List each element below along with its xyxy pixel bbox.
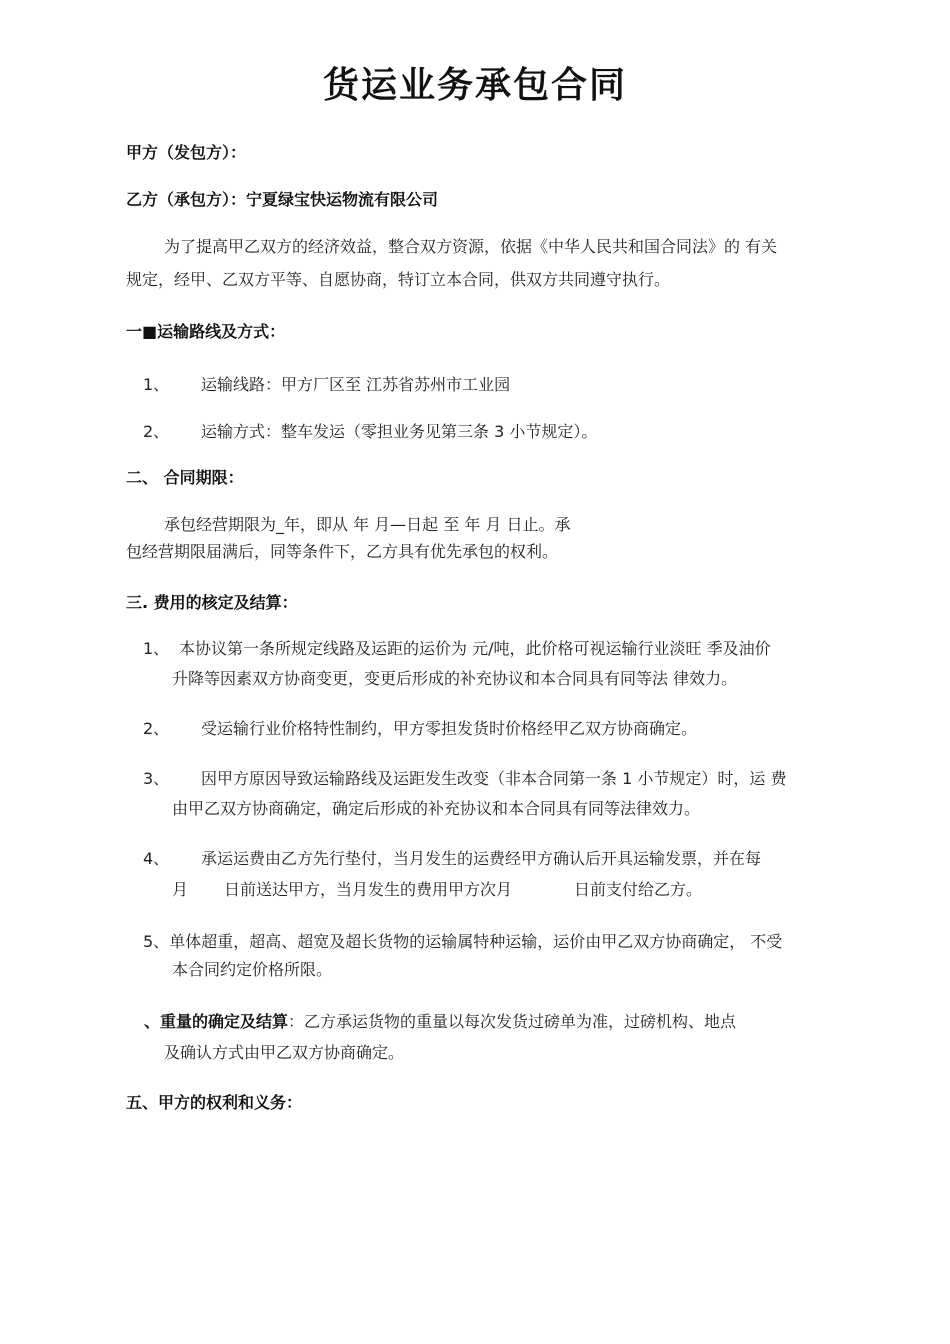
section3-item-2: [143, 718, 697, 740]
item-number: 5、: [143, 932, 170, 951]
section3-item-5: [143, 931, 782, 953]
month-blank-label: 月: [172, 880, 189, 899]
section4-line-1: [144, 1011, 736, 1033]
item-number: 1、: [143, 639, 170, 658]
section3-item-5-cont: 本合同约定价格所限。: [172, 960, 333, 979]
section3-item-3: [143, 768, 786, 790]
item-number: 1、: [143, 375, 170, 394]
section1-heading: 一■运输路线及方式：: [126, 322, 286, 341]
delivery-deadline-text: 日前送达甲方，当月发生的费用甲方次月: [224, 880, 513, 899]
section4-text: ：乙方承运货物的重量以每次发货过磅单为准，过磅机构、地点: [288, 1012, 737, 1031]
item-text: 因甲方原因导致运输路线及运距发生改变（非本合同第一条 1 小节规定）时，运 费: [201, 769, 787, 788]
item-text: 运输方式：整车发运（零担业务见第三条 3 小节规定）。: [201, 422, 598, 441]
item-text: 单体超重，超高、超宽及超长货物的运输属特种运输，运价由甲乙双方协商确定， 不受: [169, 932, 783, 951]
section1-item: [143, 421, 597, 443]
item-number: 3、: [143, 769, 170, 788]
section3-item-4-cont: [172, 879, 702, 901]
payment-deadline-text: 日前支付给乙方。: [574, 880, 703, 899]
section4-line-2: 及确认方式由甲乙双方协商确定。: [164, 1043, 405, 1062]
item-text: 运输线路：甲方厂区至 江苏省苏州市工业园: [201, 375, 511, 394]
item-number: 2、: [143, 719, 170, 738]
section5-heading: 五、甲方的权利和义务：: [126, 1093, 303, 1112]
section3-item-4: [143, 848, 761, 870]
intro-line-1: 为了提高甲乙双方的经济效益，整合双方资源，依据《中华人民共和国合同法》的 有关: [164, 237, 778, 256]
item-text: 承运运费由乙方先行垫付，当月发生的运费经甲方确认后开具运输发票，并在每: [201, 849, 762, 868]
item-text: 本协议第一条所规定线路及运距的运价为 元/吨，此价格可视运输行业淡旺 季及油价: [179, 639, 771, 658]
section1-item: [143, 374, 510, 396]
intro-line-2: 规定，经甲、乙双方平等、自愿协商，特订立本合同，供双方共同遵守执行。: [126, 270, 671, 289]
section3-item-1: [143, 638, 771, 660]
party-b: 乙方（承包方）：宁夏绿宝快运物流有限公司: [126, 190, 439, 209]
document-title: 货运业务承包合同: [322, 65, 627, 106]
item-number: 4、: [143, 849, 170, 868]
item-text: 受运输行业价格特性制约，甲方零担发货时价格经甲乙双方协商确定。: [201, 719, 698, 738]
party-a: 甲方（发包方）：: [126, 143, 247, 162]
section4-heading: 、重量的确定及结算: [144, 1012, 289, 1031]
item-number: 2、: [143, 422, 170, 441]
section2-heading: 二、 合同期限：: [126, 468, 244, 487]
section3-item-3-cont: 由甲乙双方协商确定，确定后形成的补充协议和本合同具有同等法律效力。: [172, 799, 701, 818]
section3-item-1-cont: 升降等因素双方协商变更，变更后形成的补充协议和本合同具有同等法 律效力。: [172, 669, 738, 688]
section3-heading: 三. 费用的核定及结算：: [126, 593, 298, 612]
section2-line-2: 包经营期限届满后，同等条件下，乙方具有优先承包的权利。: [126, 542, 559, 561]
section2-line-1: 承包经营期限为_年，即从 年 月—日起 至 年 月 日止。承: [164, 515, 571, 534]
